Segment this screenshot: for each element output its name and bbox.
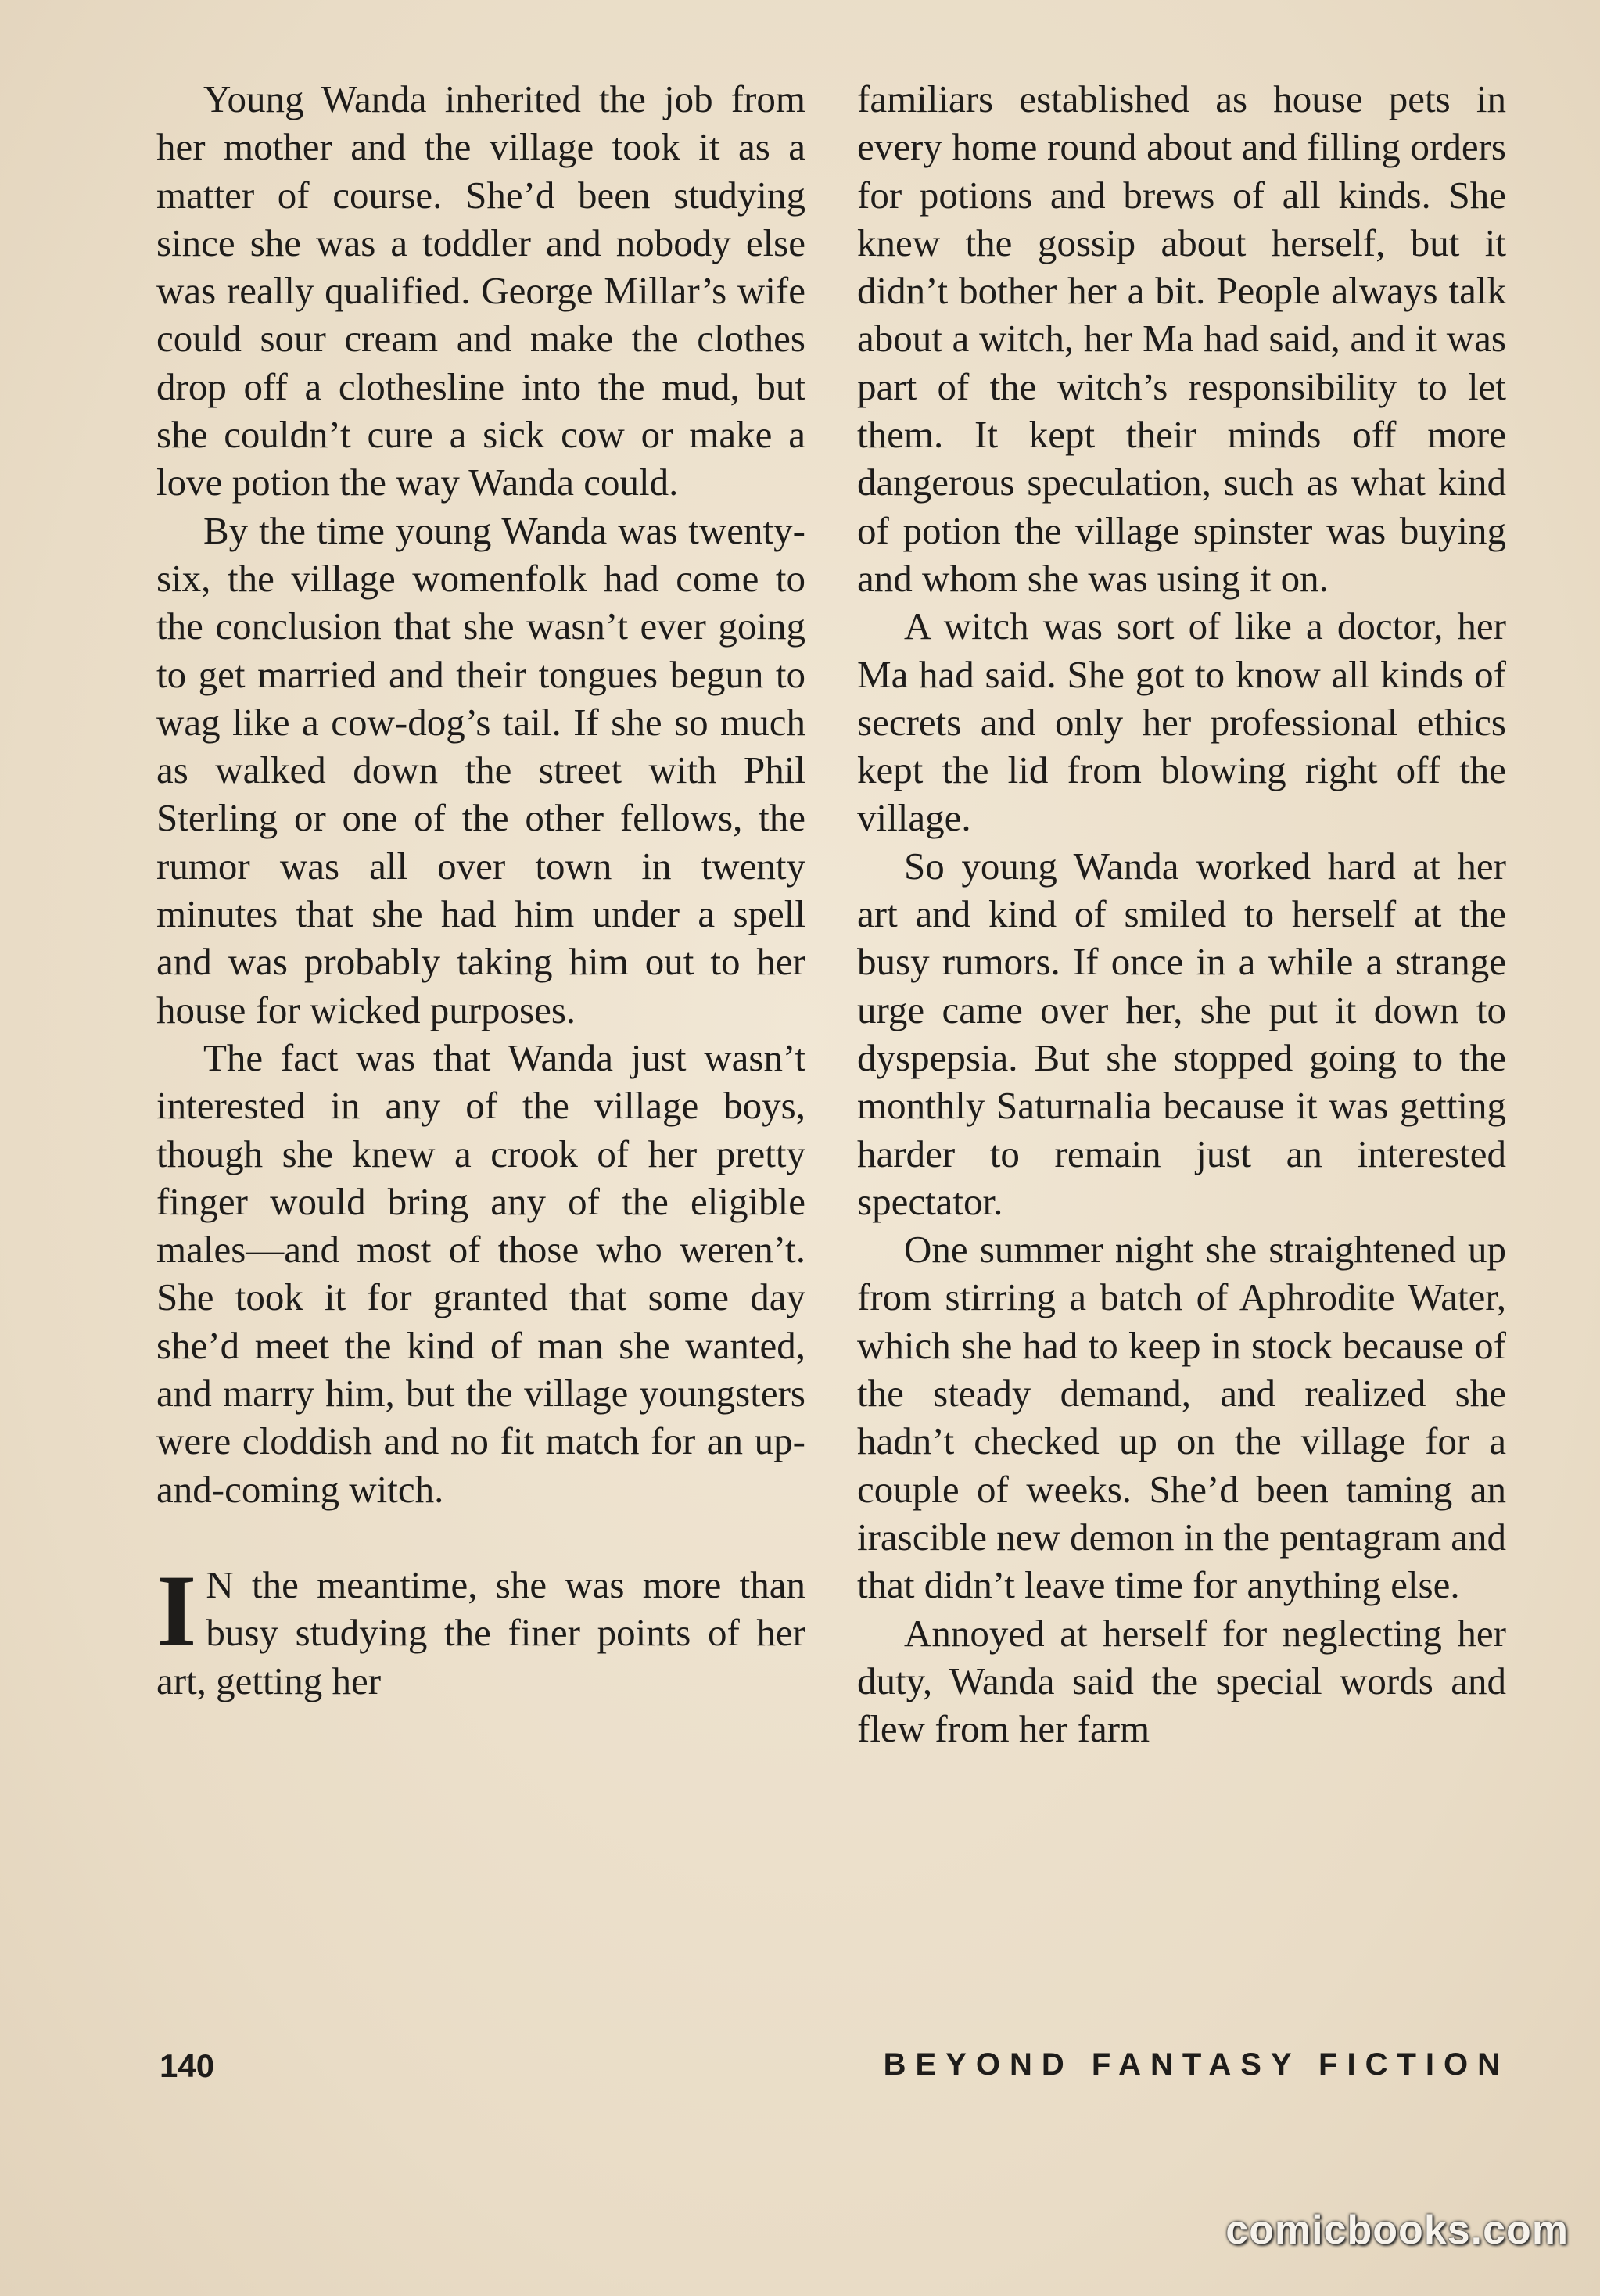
paragraph: The fact was that Wanda just wasn’t interested in any of the village boys, though she knew a crook of her pretty finger would bring any of the eligible males—and most of those who weren’t. She took it for granted that some day she’d meet the kind of man she wanted, and marry him, but the village youngsters were cloddish and no fit match for an up-and-coming witch. — [156, 1035, 805, 1511]
running-title: BEYOND FANTASY FICTION — [883, 2047, 1509, 2082]
left-column — [156, 75, 805, 1705]
paragraph: One summer night she straightened up from stirring a batch of Aphrodite Water, which she had to keep in stock because of the steady demand, and realized she hadn’t checked up on the village for a couple of weeks. She’d been taming an irascible new demon in the pentagram and that didn’t leave time for anything else. — [857, 1228, 1506, 1607]
paragraph-continued: familiars established as house pets in every home round about and filling orders for potions and brews of all kinds. She knew the gossip about herself, but it didn’t bother her a bit. People always talk about a witch, her Ma had said, and it was part of the witch’s responsibility to let them. It kept their minds off more dangerous speculation, such as what kind of potion the village spinster was buying and whom she was using it on. — [857, 77, 1506, 600]
page-footer — [156, 2047, 1509, 2094]
right-column — [857, 75, 1506, 1752]
watermark: comicbooks.com — [1225, 2208, 1569, 2253]
drop-cap: I — [156, 1552, 197, 1668]
section-opening-text: N the meantime, she was more than busy studying the finer points of her art, getting her — [156, 1562, 805, 1702]
paragraph: Annoyed at herself for neglecting her duty, Wanda said the special words and flew from her farm — [857, 1611, 1506, 1751]
paragraph: Young Wanda inherited the job from her mother and the village took it as a matter of course. She’d been studying since she was a toddler and nobody else was really qualified. George Millar’s wife could sour cream and make the clothes drop off a clothesline into the mud, but she couldn’t cure a sick cow or make a love potion the way Wanda could. — [156, 77, 805, 504]
paragraph: So young Wanda worked hard at her art and kind of smiled to herself at the busy rumors. If once in a while a strange urge came over her, she put it down to dyspepsia. But she stopped going to the monthly Saturnalia because it was getting harder to remain just an interested spectator. — [857, 844, 1506, 1223]
paragraph: By the time young Wanda was twenty-six, the village womenfolk had come to the conclusion that she wasn’t ever going to get married and their tongues begun to wag like a cow-dog’s tail. If she so much as walked down the street with Phil Sterling or one of the other fellows, the rumor was all over town in twenty minutes that she had him under a spell and was probably taking him out to her house for wicked purposes. — [156, 508, 805, 1031]
paragraph: A witch was sort of like a doctor, her Ma had said. She got to know all kinds of secrets and only her professional ethics kept the lid from blowing right off the village. — [857, 604, 1506, 840]
section-opening-paragraph — [156, 1552, 805, 1705]
page-number: 140 — [160, 2047, 215, 2084]
